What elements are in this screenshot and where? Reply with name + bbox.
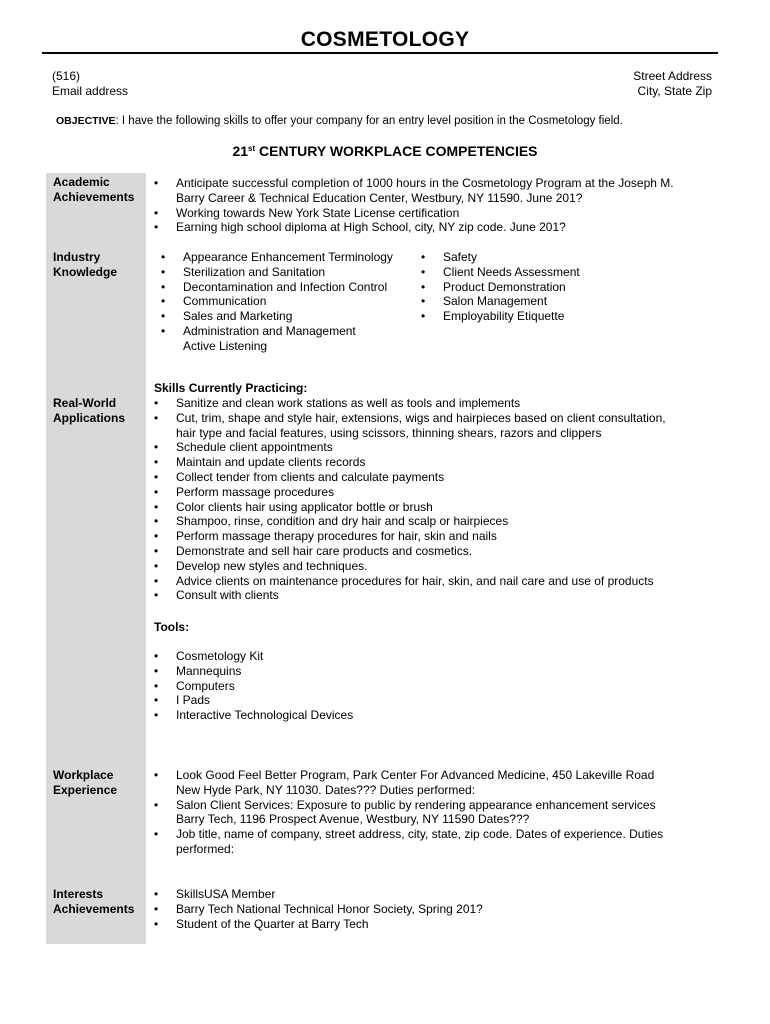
label-real-world-applications xyxy=(53,396,125,426)
list-item: • Student of the Quarter at Barry Tech xyxy=(154,917,654,932)
list-item: • Sanitize and clean work stations as well as tools and implements xyxy=(154,396,744,411)
list-item: • Client Needs Assessment xyxy=(421,265,721,280)
interests-list xyxy=(154,887,654,931)
list-item: • Perform massage therapy procedures for hair, skin and nails xyxy=(154,529,744,544)
competencies-title-number: 21 xyxy=(232,143,249,159)
list-item: • Look Good Feel Better Program, Park Center For Advanced Medicine, 450 Lakeville Road xyxy=(154,768,744,783)
workplace-list xyxy=(154,768,744,857)
skills-list xyxy=(154,396,744,603)
industry-list-right xyxy=(421,250,721,324)
document-title: COSMETOLOGY xyxy=(300,28,470,51)
label-line: Achievements xyxy=(53,190,135,204)
title-divider xyxy=(42,52,718,54)
list-item: • Employability Etiquette xyxy=(421,309,721,324)
label-academic-achievements xyxy=(53,175,134,205)
list-item: performed: xyxy=(176,841,235,856)
list-item: • Working towards New York State License certification xyxy=(154,206,734,221)
list-item: • Safety xyxy=(421,250,721,265)
objective xyxy=(56,114,623,128)
label-industry-knowledge xyxy=(53,250,117,280)
list-item: • Job title, name of company, street address, city, state, zip code. Dates of experience. Duties xyxy=(154,827,744,842)
list-item: • Collect tender from clients and calculate payments xyxy=(154,470,744,485)
list-item: Active Listening xyxy=(183,338,268,353)
city-state-zip: City, State Zip xyxy=(637,84,712,98)
list-item: hair type and facial features, using scissors, thinning shears, razors and clippers xyxy=(176,425,602,440)
list-item: • Color clients hair using applicator bottle or brush xyxy=(154,500,744,515)
list-item: Barry Career & Technical Education Center, Westbury, NY 11590. June 201? xyxy=(176,190,583,205)
list-item: • I Pads xyxy=(154,693,554,708)
list-item: • Appearance Enhancement Terminology xyxy=(161,250,421,265)
list-item: • Mannequins xyxy=(154,664,554,679)
label-line: Academic xyxy=(53,175,110,189)
list-item: • Sales and Marketing xyxy=(161,309,421,324)
label-line: Experience xyxy=(53,783,118,797)
list-item: • Advice clients on maintenance procedures for hair, skin, and nail care and use of products xyxy=(154,574,744,589)
label-line: Workplace xyxy=(53,768,114,782)
tools-list xyxy=(154,649,554,723)
list-item: • Anticipate successful completion of 1000 hours in the Cosmetology Program at the Joseph M. xyxy=(154,176,734,191)
list-item: • Maintain and update clients records xyxy=(154,455,744,470)
label-line: Industry xyxy=(53,250,101,264)
contact-left xyxy=(52,69,128,99)
list-item: • Administration and Management xyxy=(161,324,421,339)
list-item: • Consult with clients xyxy=(154,588,744,603)
list-item: • Computers xyxy=(154,679,554,694)
phone: (516) xyxy=(52,69,81,83)
section-sidebar xyxy=(46,173,146,944)
label-line: Knowledge xyxy=(53,265,118,279)
industry-list-left xyxy=(161,250,421,354)
list-item: • Shampoo, rinse, condition and dry hair and scalp or hairpieces xyxy=(154,514,744,529)
list-item: • Interactive Technological Devices xyxy=(154,708,554,723)
list-item: • Sterilization and Sanitation xyxy=(161,265,421,280)
competencies-title-text: CENTURY WORKPLACE COMPETENCIES xyxy=(255,143,538,159)
list-item: • Perform massage procedures xyxy=(154,485,744,500)
list-item: • Communication xyxy=(161,294,421,309)
street-address: Street Address xyxy=(633,69,712,83)
list-item: • Cut, trim, shape and style hair, extensions, wigs and hairpieces based on client consultation, xyxy=(154,411,744,426)
tools-heading: Tools: xyxy=(154,620,190,634)
label-line: Achievements xyxy=(53,902,135,916)
list-item: • Decontamination and Infection Control xyxy=(161,280,421,295)
list-item: • Barry Tech National Technical Honor Society, Spring 201? xyxy=(154,902,654,917)
list-item: Barry Tech, 1196 Prospect Avenue, Westbury, NY 11590 Dates??? xyxy=(176,812,530,827)
list-item: • Product Demonstration xyxy=(421,280,721,295)
list-item: • Demonstrate and sell hair care products and cosmetics. xyxy=(154,544,744,559)
objective-text: : I have the following skills to offer your company for an entry level position in the Cosmetology field. xyxy=(115,115,623,127)
objective-label: OBJECTIVE xyxy=(56,115,116,127)
contact-right xyxy=(633,69,712,99)
list-item: • Salon Client Services: Exposure to public by rendering appearance enhancement services xyxy=(154,798,744,813)
academic-list xyxy=(154,176,734,235)
label-line: Real-World xyxy=(53,396,117,410)
label-workplace-experience xyxy=(53,768,117,798)
list-item: • Cosmetology Kit xyxy=(154,649,554,664)
label-line: Interests xyxy=(53,887,104,901)
email: Email address xyxy=(52,84,129,98)
list-item: New Hyde Park, NY 11030. Dates??? Duties performed: xyxy=(176,782,476,797)
label-line: Applications xyxy=(53,411,126,425)
skills-heading: Skills Currently Practicing: xyxy=(154,381,308,395)
list-item: • Earning high school diploma at High School, city, NY zip code. June 201? xyxy=(154,220,734,235)
list-item: • Salon Management xyxy=(421,294,721,309)
competencies-title xyxy=(0,143,770,159)
list-item: • SkillsUSA Member xyxy=(154,887,654,902)
label-interests-achievements xyxy=(53,887,134,917)
competencies-title-suffix: st xyxy=(248,144,256,153)
list-item: • Schedule client appointments xyxy=(154,440,744,455)
list-item: • Develop new styles and techniques. xyxy=(154,559,744,574)
